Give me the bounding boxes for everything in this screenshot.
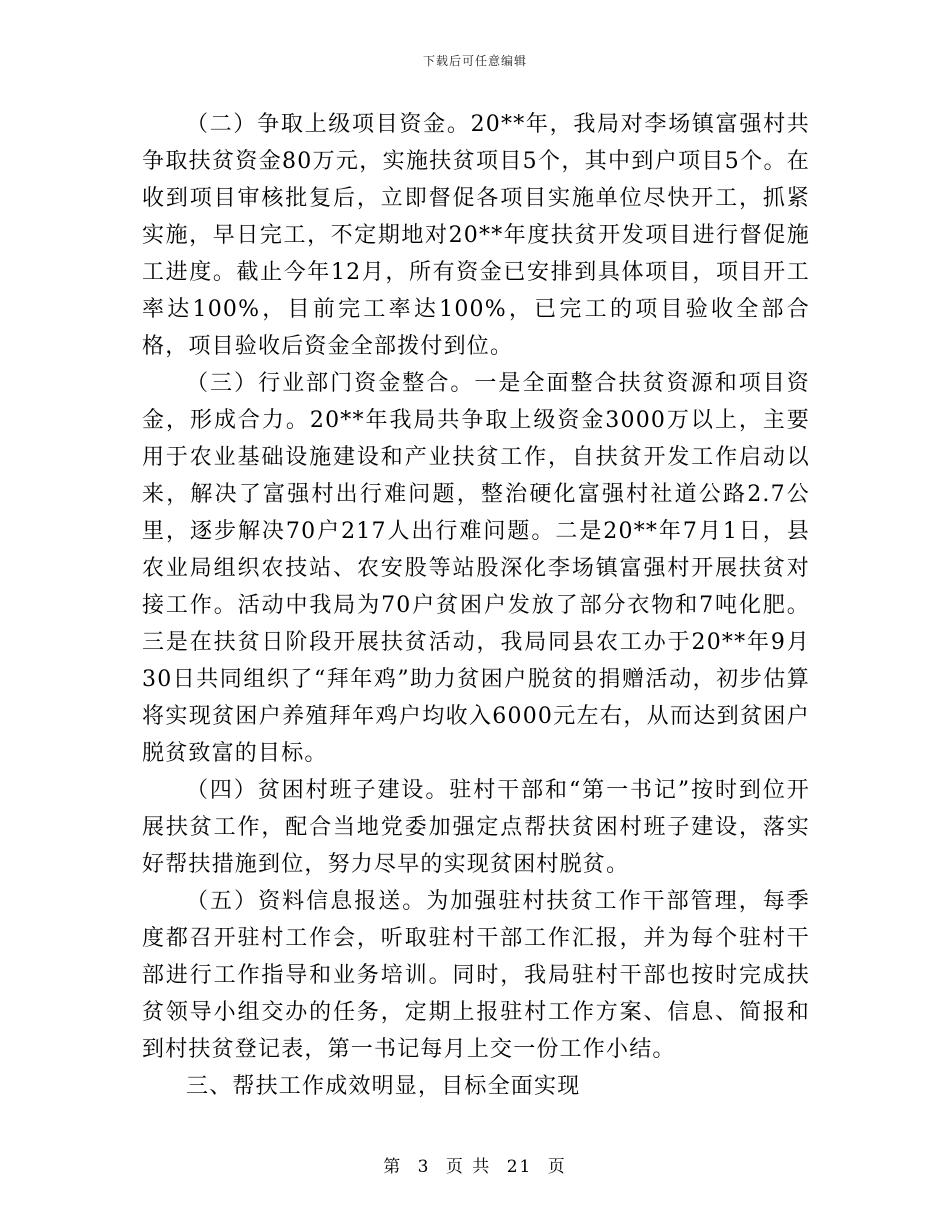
page-footer	[0, 1152, 950, 1177]
footer-total-pages: 21	[506, 1157, 533, 1177]
footer-page-number: 3	[417, 1157, 431, 1177]
footer-suffix: 页	[547, 1157, 567, 1177]
header-note: 下载后可任意编辑	[422, 54, 527, 68]
footer-prefix: 第	[383, 1157, 403, 1177]
footer-middle: 页 共	[445, 1157, 492, 1177]
paragraph-team-building: （四）贫困村班子建设。驻村干部和“第一书记”按时到位开展扶贫工作，配合当地党委加强定点帮扶贫困村班子建设，落实好帮扶措施到位，努力尽早的实现贫困村脱贫。	[142, 778, 810, 877]
document-body	[142, 106, 810, 1105]
paragraph-funding: （二）争取上级项目资金。20**年，我局对李场镇富强村共争取扶贫资金80万元，实施扶贫项目5个，其中到户项目5个。在收到项目审核批复后，立即督促各项目实施单位尽快开工，抓紧实施，早日完工，不定期地对20**年度扶贫开发项目进行督促施工进度。截止今年12月，所有资金已安排到具体项目，项目开工率达100%，目前完工率达100%，已完工的项目验收全部合格，项目验收后资金全部拨付到位。	[142, 112, 810, 359]
section-heading-results: 三、帮扶工作成效明显，目标全面实现	[186, 1074, 581, 1099]
paragraph-reporting: （五）资料信息报送。为加强驻村扶贫工作干部管理，每季度都召开驻村工作会，听取驻村干部工作汇报，并为每个驻村干部进行工作指导和业务培训。同时，我局驻村干部也按时完成扶贫领导小组交办的任务，定期上报驻村工作方案、信息、简报和到村扶贫登记表，第一书记每月上交一份工作小结。	[142, 889, 810, 1062]
paragraph-integration: （三）行业部门资金整合。一是全面整合扶贫资源和项目资金，形成合力。20**年我局共争取上级资金3000万以上，主要用于农业基础设施建设和产业扶贫工作，自扶贫开发工作启动以来，解决了富强村出行难问题，整治硬化富强村社道公路2.7公里，逐步解决70户217人出行难问题。二是20**年7月1日，县农业局组织农技站、农安股等站股深化李场镇富强村开展扶贫对接工作。活动中我局为70户贫困户发放了部分衣物和7吨化肥。三是在扶贫日阶段开展扶贫活动，我局同县农工办于20**年9月30日共同组织了“拜年鸡”助力贫困户脱贫的捐赠活动，初步估算将实现贫困户养殖拜年鸡户均收入6000元左右，从而达到贫困户脱贫致富的目标。	[142, 371, 810, 766]
